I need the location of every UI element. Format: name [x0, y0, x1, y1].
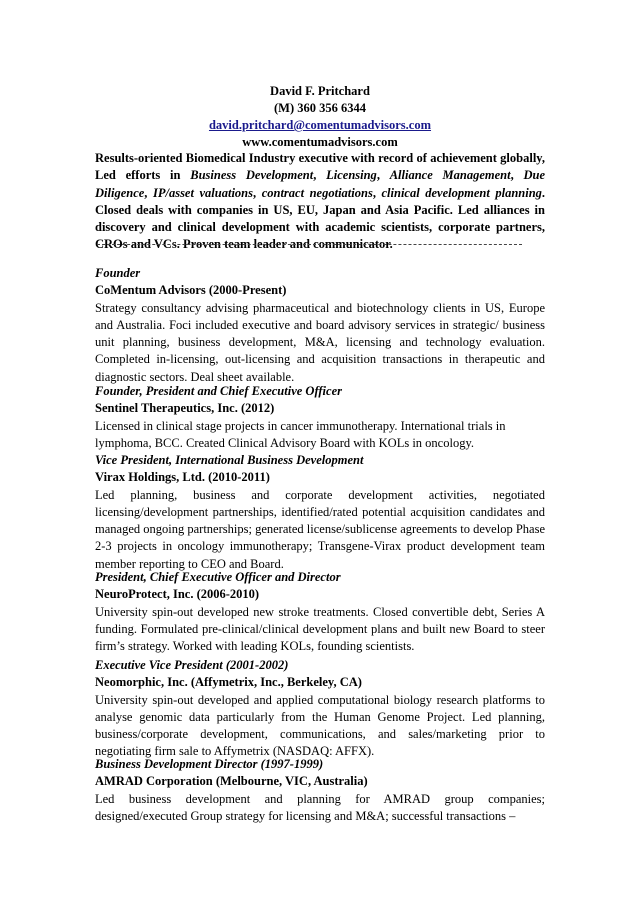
job-title: Vice President, International Business Development [95, 453, 364, 467]
summary-emphasis: Due Diligence [95, 168, 546, 200]
summary-text: , [372, 185, 382, 200]
website-text: www.comentumadvisors.com [242, 135, 398, 149]
company-name: CoMentum Advisors (2000-Present) [95, 283, 287, 298]
experience-entry-virax [95, 452, 545, 573]
summary-emphasis: Alliance Management [389, 168, 511, 183]
contact-header [95, 83, 545, 151]
summary-text: , [253, 185, 262, 200]
company-name: NeuroProtect, Inc. (2006-2010) [95, 587, 260, 602]
company-name: Virax Holdings, Ltd. (2010-2011) [95, 470, 270, 485]
summary-emphasis: Business Development [190, 168, 314, 183]
phone-number: (M) 360 356 6344 [274, 101, 366, 115]
company-name: Neomorphic, Inc. (Affymetrix, Inc., Berkeley, CA) [95, 675, 362, 690]
job-description: Led business development and planning for AMRAD group companies; designed/executed Group strategy for licensing and M&A; successful transactions – [95, 791, 545, 823]
job-title: Executive Vice President (2001-2002) [95, 658, 289, 672]
summary-text: , [376, 168, 390, 183]
job-description: Strategy consultancy advising pharmaceutical and biotechnology clients in US, Europe and Australia. Foci included executive and board advisory services in strategic/ business unit planning, business development, M&A, licensing and technology evaluation. Completed in-licensing, out-licensing and acquisition transactions in therapeutic and diagnostic sectors. Deal sheet available. [95, 300, 545, 384]
company-name: Sentinel Therapeutics, Inc. (2012) [95, 401, 275, 416]
summary-emphasis: IP/asset valuations [152, 185, 253, 200]
experience-entry-sentinel [95, 383, 545, 452]
summary-text: . Closed deals with companies in US, EU, Japan and Asia Pacific. Led alliances in discovery and clinical development with academic scientists, corporate partners, CROs and VCs. Proven team leader and communicator. [95, 185, 546, 252]
job-title: Business Development Director (1997-1999) [95, 757, 324, 771]
summary-emphasis: clinical development planning [381, 185, 542, 200]
summary-text: , [313, 168, 327, 183]
summary-text: , [510, 168, 524, 183]
summary-emphasis: Licensing [326, 168, 377, 183]
section-divider [97, 244, 522, 245]
person-name: David F. Pritchard [270, 84, 370, 98]
experience-entry-neomorphic [95, 657, 545, 761]
job-description: Licensed in clinical stage projects in cancer immunotherapy. International trials in lymphoma, BCC. Created Clinical Advisory Board with KOLs in oncology. [95, 418, 506, 450]
experience-entry-comentum [95, 265, 545, 386]
job-description: Led planning, business and corporate development activities, negotiated licensing/development partnerships, identified/rated potential acquisition candidates and managed ongoing partnerships; generated license/sublicense agreements to develop Phase 2-3 projects in oncology immunotherapy; Transgene-Virax product development team member reporting to CEO and Board. [95, 487, 545, 571]
job-description: University spin-out developed new stroke treatments. Closed convertible debt, Series A funding. Formulated pre-clinical/clinical development plans and built new Board to steer firm’s strategy. Worked with leading KOLs, founding scientists. [95, 604, 545, 654]
job-title: President, Chief Executive Officer and Director [95, 570, 341, 584]
professional-summary [95, 150, 545, 254]
job-description: University spin-out developed and applied computational biology research platforms to analyse genomic data particularly from the Human Genome Project. Led planning, business/corporate development, communications, and sales/marketing prior to negotiating firm sale to Affymetrix (NASDAQ: AFFX). [95, 692, 545, 759]
job-title: Founder, President and Chief Executive Officer [95, 384, 342, 398]
experience-entry-neuroprotect [95, 569, 545, 655]
company-name: AMRAD Corporation (Melbourne, VIC, Australia) [95, 774, 368, 789]
experience-entry-amrad [95, 756, 545, 825]
email-link[interactable]: david.pritchard@comentumadvisors.com [208, 118, 432, 132]
job-title: Founder [95, 266, 141, 280]
summary-emphasis: contract negotiations [261, 185, 373, 200]
summary-text: , [144, 185, 153, 200]
summary-text: Results-oriented Biomedical Industry executive with record of achievement globally, Led efforts in [95, 151, 545, 183]
